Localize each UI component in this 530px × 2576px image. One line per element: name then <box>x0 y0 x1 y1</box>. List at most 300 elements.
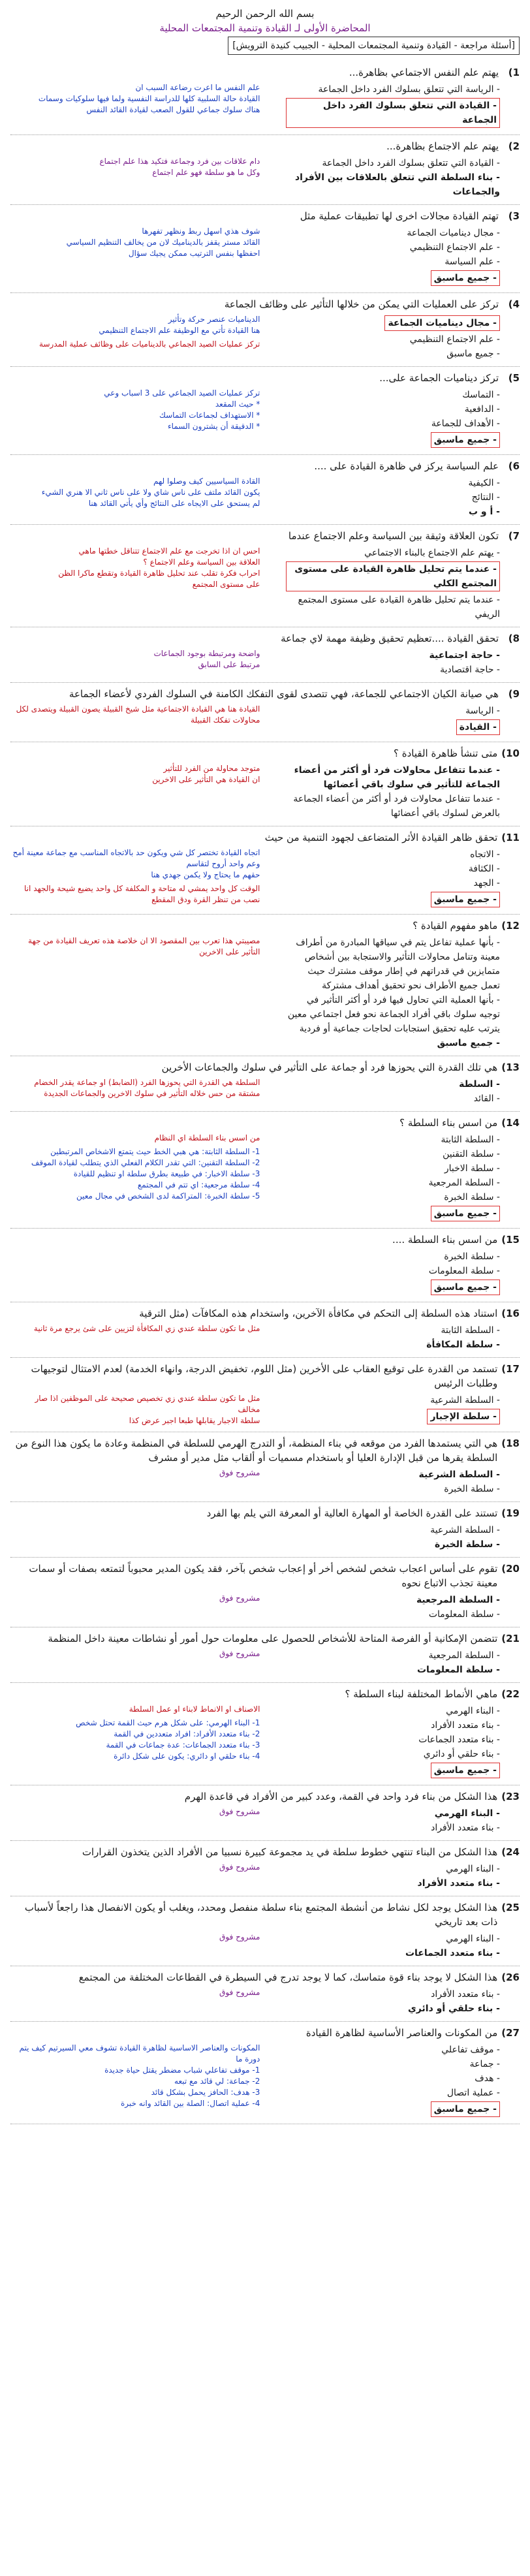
annotation-notes <box>10 223 279 259</box>
options-list <box>286 546 520 621</box>
question-text: هذا الشكل من البناء تنتهي خطوط سلطة في يد مجموعة كبيرة نسبيا من الأفراد الذين يتخذون القرارات <box>82 1846 498 1858</box>
question-number: 3) <box>508 210 520 222</box>
correct-option: - عندما تتفاعل محاولات فرد أو أكثر من أعضاء الجماعة للتأثير في سلوك باقي أعضائها <box>286 763 500 792</box>
handwritten-note <box>10 648 279 670</box>
annotation-notes <box>10 311 279 350</box>
question-item <box>10 1683 520 1785</box>
correct-option: - القيادة <box>456 719 500 735</box>
note-line: من اسس بناء السلطة اي النظام <box>154 1133 260 1142</box>
question-number: 16) <box>501 1308 520 1319</box>
question-item <box>10 455 520 525</box>
answer-option: - الرياسة التي تتعلق بسلوك الفرد داخل الجماعة <box>286 82 500 97</box>
correct-option: - السلطة <box>286 1077 500 1092</box>
answer-option: - بأنها عملية تفاعل يتم في سياقها المبادرة من أطراف معينة وتنامل محاولات التأثير والاستجابة بين أشخاص متمايزين في قدراتهم في إطار موقف مشترك حيث تعمل جميع الأطراف نحو تحقيق أهداف مشتركة <box>286 935 500 993</box>
question-text: تستند على القدرة الخاصة أو المهارة العالية أو المعرفة التي يلم بها الفرد <box>206 1507 498 1519</box>
question-head <box>10 1506 520 1520</box>
handwritten-note <box>10 847 279 881</box>
note-line: مشروح فوق <box>219 1807 260 1816</box>
correct-option: - السلطة المرجعية <box>286 1593 500 1607</box>
question-item <box>10 367 520 455</box>
annotation-notes <box>10 543 279 590</box>
note-line: اتجاه القيادة تختصر كل شي ويكون حد بالاتجاه المناسب مع جماعة معينة أمح وعم واحد أروح لتقاسم <box>12 848 260 868</box>
note-line: * حيث المقعد <box>215 400 260 409</box>
answer-option: - الأهداف للجماعة <box>286 416 500 431</box>
answer-option: - القيادة التي تتعلق بسلوك الفرد داخل الجماعة <box>286 156 500 170</box>
question-body <box>10 761 520 821</box>
question-number: 15) <box>501 1234 520 1246</box>
options-list <box>286 935 520 1050</box>
note-line: دام علاقات بين فرد وجماعة فتكيد هذا علم اجتماع <box>99 157 260 166</box>
answer-option: - الرياسة <box>286 704 500 718</box>
annotation-notes <box>10 1646 279 1659</box>
question-head <box>10 297 520 311</box>
answer-option: - هدف <box>286 2071 500 2086</box>
note-line: علم النفس ما اعرت رضاعة السبب ان <box>135 83 260 92</box>
options-list <box>286 847 520 909</box>
question-number: 4) <box>508 298 520 310</box>
handwritten-note <box>10 82 279 116</box>
note-line: هنا القيادة تأتي مع الوظيفة علم الاجتماع التنظيمي <box>99 326 260 335</box>
note-line: واضحة ومرتبطة بوجود الجماعات <box>153 649 260 658</box>
note-line: مثل ما تكون سلطة عندي زي تخصيص صحيحة على الموظفين اذا صار مخالف <box>35 1394 260 1414</box>
answer-option: - الجهد <box>286 876 500 890</box>
question-body <box>10 1520 520 1552</box>
options-list <box>286 1862 520 1891</box>
note-line: المكونات والعناصر الاساسية لظاهرة القيادة تشوف معي السيرتيم كيف يتم دورة ما <box>19 2043 260 2064</box>
question-body <box>10 1929 520 1960</box>
answer-option: - سلطة الخبرة <box>286 1482 500 1496</box>
correct-option: - سلطة الإجبار <box>427 1409 500 1424</box>
question-text: تركز ديناميات الجماعة على... <box>379 372 499 384</box>
annotation-notes <box>10 153 279 178</box>
handwritten-note <box>10 1932 279 1943</box>
correct-option: - جميع ماسبق <box>431 432 500 448</box>
question-text: هي تلك القدرة التي يحوزها فرد أو جماعة على التأثير في سلوك والجماعات الأخرين <box>161 1061 498 1073</box>
answer-option: - السلطة الثابتة <box>286 1323 500 1338</box>
note-line: العلاقة بين السياسة وعلم الاجتماع ؟ <box>143 558 260 567</box>
note-line: هناك سلوك جماعي للقول الصعب لقيادة القائد النفس <box>86 105 260 114</box>
question-item <box>10 1627 520 1683</box>
question-text: استناد هذه السلطة إلى التحكم في مكافأة الآخرين، واستخدام هذه المكافآت (مثل الترقية <box>139 1308 498 1319</box>
question-item <box>10 742 520 826</box>
question-head <box>10 65 520 80</box>
answer-option: - السلطة الثابتة <box>286 1133 500 1147</box>
note-line: سلطة الاجبار يقابلها طبعا اجبر عرض كذا <box>129 1416 260 1425</box>
question-item <box>10 525 520 627</box>
question-text: ماهي الأنماط المختلفة لبناء السلطة ؟ <box>345 1688 498 1700</box>
question-body <box>10 543 520 621</box>
correct-option: - بناء السلطة التي تتعلق بالعلاقات بين الأفراد والجماعات <box>286 170 500 199</box>
options-list <box>286 226 520 287</box>
correct-option: - جميع ماسبق <box>431 1206 500 1221</box>
note-line: 4- سلطة مرجعية: اي تتم في المجتمع <box>137 1180 260 1189</box>
answer-option: - الكثافة <box>286 862 500 876</box>
note-line: مصيبتي هذا تعرب بين المقصود الا ان خلاصة هذه تعريف القيادة من جهة التأثير على الاخرين <box>28 936 260 956</box>
correct-option: - البناء الهرمي <box>286 1806 500 1821</box>
answer-option: - سلطة المعلومات <box>286 1607 500 1622</box>
note-line: احراب فكرة تقلب عند تحليل ظاهرة القيادة وتقطع ماكرا الظن <box>58 569 260 578</box>
annotation-notes <box>10 701 279 726</box>
annotation-notes <box>10 1590 279 1604</box>
options-list <box>286 1133 520 1223</box>
correct-option: - جميع ماسبق <box>431 2101 500 2117</box>
subtitle: [أسئلة مراجعة - القيادة وتنمية المجتمعات المحلية - الجبيب كنيدة الترويش] <box>228 37 520 55</box>
answer-option: - الاتجاه <box>286 847 500 862</box>
question-item <box>10 205 520 293</box>
handwritten-note <box>10 1468 279 1479</box>
annotation-notes <box>10 1465 279 1479</box>
question-item <box>10 1966 520 2022</box>
question-body <box>10 1390 520 1426</box>
question-item <box>10 135 520 205</box>
correct-option: - أ و ب <box>286 505 500 519</box>
question-head <box>10 687 520 701</box>
question-head <box>10 1233 520 1247</box>
subtitle-wrap <box>10 35 520 61</box>
question-item <box>10 1896 520 1966</box>
handwritten-note <box>10 1133 279 1144</box>
note-line: السلطة هي القدرة التي يحوزها الفرد (الضابط) او جماعة يقدر الخضام مشتقة من حس خلاله التأثير في سلوك الاخرين والجماعات الجديدة <box>34 1078 260 1098</box>
options-list <box>286 82 520 129</box>
question-head <box>10 1687 520 1701</box>
question-body <box>10 385 520 449</box>
annotation-notes <box>10 1390 279 1426</box>
options-list <box>286 1648 520 1677</box>
options-list <box>286 648 520 677</box>
annotation-notes <box>10 1804 279 1817</box>
correct-option: - جميع ماسبق <box>286 1036 500 1050</box>
question-number: 7) <box>508 530 520 542</box>
question-text: تركز على العمليات التي يمكن من خلالها التأثير على وظائف الجماعة <box>224 298 499 310</box>
question-body <box>10 845 520 909</box>
question-number: 17) <box>501 1363 520 1375</box>
answer-option: - عندما يتم تحليل ظاهرة القيادة على مستوى المجتمع الريفي <box>286 593 500 621</box>
handwritten-note <box>10 1718 279 1762</box>
question-head <box>10 371 520 385</box>
note-line: احس ان اذا تخرجت مع علم الاجتماع تتناقل خطتها ماهي <box>78 546 260 556</box>
note-line: الاصناف او الانماط لابناء او عمل السلطة <box>129 1704 260 1714</box>
note-line: الوقت كل واحد يمشي له متاحة و المكلفة كل واحد يضيع شيحة والجهد انا نصب من تنظر القرة ودق المقطع <box>24 884 260 904</box>
annotation-notes <box>10 80 279 116</box>
options-list <box>286 1323 520 1352</box>
question-head <box>10 1900 520 1929</box>
note-line: 1- البناء الهرمي: على شكل هرم حيث القمة تحتل شخص <box>76 1718 260 1727</box>
question-text: هي التي يستمدها الفرد من موقعه في بناء المنظمة، أو التدرج الهرمي للسلطة في المنظمة وعادة ما يكون هذا النوع من السلطة يقرها من قبل الإدارة العليا أو باستخدام مسميات أو ألقاب مثل مدير أو مشرف <box>15 1437 498 1464</box>
correct-option: - حاجة اجتماعية <box>286 648 500 663</box>
note-line: مشروح فوق <box>219 1468 260 1477</box>
question-head <box>10 1060 520 1075</box>
note-line: 3- بناء متعدد الجماعات: عدة جماعات في القمة <box>106 1740 260 1750</box>
question-number: 27) <box>501 2027 520 2039</box>
answer-option: - عندما تتفاعل محاولات فرد أو أكثر من أعضاء الجماعة بالعرض لسلوك باقي أعضائها <box>286 792 500 821</box>
handwritten-note <box>10 156 279 178</box>
answer-option: - علم الاجتماع التنظيمي <box>286 332 500 347</box>
question-body <box>10 1321 520 1352</box>
question-head <box>10 1436 520 1465</box>
question-text: تستمد من القدرة على توقيع العقاب على الأخرين (مثل اللوم، تخفيض الدرجة، وانهاء الخدمة) لعدم الامتثال لتوجيهات وطلبات الرئيس <box>31 1363 498 1389</box>
note-line: * الدقيقة أن يشترون السماء <box>168 422 260 431</box>
answer-option: - البناء الهرمي <box>286 1704 500 1718</box>
note-line: مرتبط على السابق <box>198 660 260 669</box>
handwritten-note <box>10 704 279 726</box>
question-text: تحقق القيادة ....تعظيم تحقيق وظيفة مهمة لاي جماعة <box>281 633 499 644</box>
annotation-notes <box>10 933 279 958</box>
note-line: مشروح فوق <box>219 1862 260 1872</box>
question-text: من اسس بناء السلطة ؟ <box>399 1117 498 1129</box>
note-line: مشروح فوق <box>219 1649 260 1658</box>
question-body <box>10 1465 520 1496</box>
handwritten-note <box>10 2043 279 2109</box>
note-line: 3- سلطة الاخبار: في طبيعة بطرق سلطة او تنظيم للقيادة <box>73 1169 260 1178</box>
correct-option: - بناء متعدد الجماعات <box>286 1946 500 1960</box>
answer-option: - عملية اتصال <box>286 2086 500 2100</box>
correct-option: - جميع ماسبق <box>431 270 500 286</box>
answer-option: - الكيفية <box>286 476 500 490</box>
handwritten-note <box>10 1077 279 1099</box>
options-list <box>286 1932 520 1960</box>
question-body <box>10 1985 520 2016</box>
note-line: 1- موقف تفاعلي شباب مضطر يقتل حياة جديدة <box>104 2066 260 2075</box>
answer-option: - بناء متعدد الأفراد <box>286 1718 500 1733</box>
question-number: 10) <box>501 747 520 759</box>
question-item <box>10 627 520 683</box>
question-head <box>10 1562 520 1590</box>
question-head <box>10 1116 520 1130</box>
options-list <box>286 2043 520 2118</box>
handwritten-note <box>10 1648 279 1659</box>
question-body <box>10 701 520 736</box>
note-line: حقهم ما يحتاج ولا يكمن جهدي هنا <box>151 870 260 879</box>
annotation-notes <box>10 761 279 785</box>
question-item <box>10 1302 520 1358</box>
question-item <box>10 1558 520 1627</box>
question-number: 22) <box>501 1688 520 1700</box>
note-line: لم يستحق على الايجاه على النتائج وأي يأتي القائد هنا <box>88 499 260 508</box>
answer-option: - التماسك <box>286 388 500 402</box>
question-number: 26) <box>501 1971 520 1983</box>
question-text: تقوم على أساس اعجاب شخص لشخص أخر أو إعجاب شخص بآخر، فقد يكون المدير محبوباً لتمتعه بصفات أو سمات معينة تجذب الاتباع نحوه <box>29 1563 498 1589</box>
answer-option: - حاجة اقتصادية <box>286 663 500 677</box>
handwritten-note <box>10 1987 279 1998</box>
question-number: 25) <box>501 1902 520 1913</box>
question-head <box>10 1362 520 1390</box>
options-list <box>286 388 520 449</box>
question-number: 18) <box>501 1437 520 1449</box>
question-item <box>10 1432 520 1502</box>
question-number: 12) <box>501 920 520 932</box>
annotation-notes <box>10 473 279 509</box>
question-text: هذا الشكل يوجد لكل نشاط من أنشطة المجتمع بناء سلطة منفصل ومحدد، ويغلب أو يكون الانفصال هذا راجعاً لأسباب ذات بعد تاريخي <box>24 1902 498 1928</box>
annotation-notes <box>10 1701 279 1762</box>
options-list <box>286 476 520 519</box>
question-number: 2) <box>508 140 520 152</box>
note-line: القيادة حالة السلبية كلها للدراسة النفسية ولما فيها سلوكيات وسمات <box>38 94 260 103</box>
question-number: 5) <box>508 372 520 384</box>
answer-option: - سلطة التقنين <box>286 1147 500 1161</box>
handwritten-note <box>10 339 279 350</box>
question-item <box>10 61 520 135</box>
lecture-title: المحاضرة الأولى لـ القيادة وتنمية المجتمعات المحلية <box>159 22 371 34</box>
handwritten-note <box>10 1146 279 1202</box>
question-number: 9) <box>508 688 520 700</box>
answer-option: - بناء متعدد الأفراد <box>286 1987 500 2002</box>
question-body <box>10 1247 520 1296</box>
correct-option: - سلطة المكافأة <box>286 1338 500 1352</box>
question-text: تتضمن الإمكانية أو الفرصة المتاحة للأشخاص للحصول على معلومات حول أمور أو نشاطات معينة داخل المنظمة <box>48 1633 498 1644</box>
options-list <box>286 1987 520 2016</box>
note-line: على مستوى المجتمع <box>192 580 260 589</box>
handwritten-note <box>10 1806 279 1817</box>
question-number: 8) <box>508 633 520 644</box>
correct-option: - سلطة المعلومات <box>286 1663 500 1677</box>
answer-option: - السلطة الشرعية <box>286 1393 500 1407</box>
question-text: من المكونات والعناصر الأساسية لظاهرة القيادة <box>305 2027 498 2039</box>
question-head <box>10 529 520 543</box>
question-text: هذا الشكل لا يوجد بناء قوة متماسك، كما لا يوجد تدرج في السيطرة في القطاعات المختلفة من المجتمع <box>78 1971 498 1983</box>
question-number: 1) <box>508 67 520 78</box>
note-line: * الاستهداف لجماعات التماسك <box>159 411 260 420</box>
options-list <box>286 1523 520 1552</box>
annotation-notes <box>10 1321 279 1334</box>
question-body <box>10 933 520 1050</box>
answer-option: - سلطة الخبرة <box>286 1249 500 1264</box>
question-body <box>10 2040 520 2118</box>
question-text: متى تنشأ ظاهرة القيادة ؟ <box>394 747 498 759</box>
options-list <box>286 1077 520 1106</box>
correct-option: - سلطة الخبرة <box>286 1537 500 1552</box>
annotation-notes <box>10 1985 279 1998</box>
note-line: تركز عمليات الصيد الجماعي على 3 اسباب وعي <box>104 388 260 398</box>
question-head <box>10 1306 520 1321</box>
question-body <box>10 1701 520 1780</box>
correct-option: - جميع ماسبق <box>431 1280 500 1295</box>
annotation-notes <box>10 385 279 432</box>
annotation-notes <box>10 646 279 670</box>
note-line: القادة السياسيين كيف وصلوا لهم <box>153 477 260 486</box>
answer-option: - سلطة المعلومات <box>286 1264 500 1278</box>
question-number: 21) <box>501 1633 520 1644</box>
correct-option: - بناء متعدد الأفراد <box>286 1876 500 1891</box>
question-body <box>10 153 520 199</box>
answer-option: - مجال ديناميات الجماعة <box>286 226 500 240</box>
note-line: 2- جماعة: لي قائد مع تبعه <box>174 2077 260 2086</box>
note-line: يكون القائد ملتف على ناس شاي ولا على ناس ثاني الا هنري الشيء <box>41 488 260 497</box>
question-head <box>10 459 520 473</box>
answer-option: - بناء حلقي أو دائري <box>286 1747 500 1761</box>
question-item <box>10 2022 520 2124</box>
options-list <box>286 1393 520 1426</box>
handwritten-note <box>10 476 279 509</box>
question-item <box>10 1502 520 1558</box>
handwritten-note <box>10 314 279 336</box>
question-item <box>10 826 520 915</box>
answer-option: - سلطة الاخبار <box>286 1161 500 1176</box>
handwritten-note <box>10 546 279 590</box>
answer-option: - يهتم علم الاجتماع بالبناء الاجتماعي <box>286 546 500 560</box>
annotation-notes <box>10 1929 279 1943</box>
question-head <box>10 1845 520 1859</box>
annotation-notes <box>10 1859 279 1873</box>
annotation-notes <box>10 1075 279 1099</box>
note-line: متوجد محاولة من الفرد للتأثير <box>163 764 260 773</box>
question-number: 11) <box>501 832 520 843</box>
question-item <box>10 1785 520 1841</box>
annotation-notes <box>10 2040 279 2109</box>
note-line: 4- عملية اتصال: الصلة بين القائد وانه خبرة <box>121 2099 260 2108</box>
options-list <box>286 1806 520 1835</box>
options-list <box>286 1593 520 1622</box>
options-list <box>286 1468 520 1496</box>
answer-option: - علم الاجتماع التنظيمي <box>286 240 500 255</box>
question-head <box>10 139 520 153</box>
question-body <box>10 1804 520 1835</box>
question-body <box>10 646 520 677</box>
question-number: 6) <box>508 460 520 472</box>
question-item <box>10 1358 520 1432</box>
correct-option: - جميع ماسبق <box>431 892 500 907</box>
question-head <box>10 631 520 646</box>
handwritten-note <box>10 226 279 259</box>
question-item <box>10 915 520 1056</box>
answer-option: - السلطة المرجعية <box>286 1648 500 1663</box>
correct-option: - جميع ماسبق <box>431 1763 500 1778</box>
options-list <box>286 1249 520 1296</box>
question-head <box>10 919 520 933</box>
note-line: مشروح فوق <box>219 1932 260 1941</box>
answer-option: - بناء متعدد الأفراد <box>286 1821 500 1835</box>
question-text: يهتم علم الاجتماع بظاهرة... <box>386 140 499 152</box>
handwritten-note <box>10 1593 279 1604</box>
handwritten-note <box>10 1323 279 1334</box>
handwritten-note <box>10 1393 279 1426</box>
options-list <box>286 1704 520 1780</box>
answer-option: - جميع ماسبق <box>286 347 500 361</box>
annotation-notes <box>10 845 279 905</box>
note-line: 5- سلطة الخبرة: المتراكمة لدى الشخص في مجال معين <box>76 1191 260 1201</box>
handwritten-note <box>10 1862 279 1873</box>
question-text: يهتم علم النفس الاجتماعي بظاهرة... <box>349 67 499 78</box>
answer-option: - النتائج <box>286 490 500 505</box>
answer-option: - بأنها العملية التي تحاول فيها فرد أو أكثر التأثير في توجيه سلوك باقي أفراد الجماعة نحو فعل اجتماعي معين يترتب عليه تحقيق استجابات لحاجات جماعية أو فردية <box>286 993 500 1036</box>
note-line: 1- السلطة الثابتة: هي هبي الخط حيث يتمتع الاشخاص المرتبطين <box>50 1147 260 1156</box>
correct-option: - بناء حلقي أو دائري <box>286 2002 500 2016</box>
options-list <box>286 156 520 199</box>
question-number: 14) <box>501 1117 520 1129</box>
answer-option: - البناء الهرمي <box>286 1932 500 1946</box>
question-head <box>10 2026 520 2040</box>
question-head <box>10 1631 520 1646</box>
answer-option: - جماعة <box>286 2057 500 2071</box>
note-line: الديناميات عنصر حركة وتأثير <box>168 315 260 324</box>
question-number: 20) <box>501 1563 520 1575</box>
note-line: احفظها بنفس الترتيب ممكن يجيك سؤال <box>128 249 260 258</box>
question-body <box>10 1859 520 1891</box>
question-item <box>10 1841 520 1896</box>
question-head <box>10 1789 520 1804</box>
question-number: 13) <box>501 1061 520 1073</box>
question-number: 23) <box>501 1791 520 1802</box>
note-line: مشروح فوق <box>219 1988 260 1997</box>
question-text: هي صيانة الكيان الاجتماعي للجماعة، فهي تتصدى لقوى التفكك الكامنة في السلوك الفردي لأعضاء الجماعة <box>69 688 499 700</box>
question-item <box>10 1056 520 1112</box>
options-list <box>286 763 520 821</box>
answer-option: - القائد <box>286 1092 500 1106</box>
question-text: تحقق ظاهر القيادة الأثر المتضاعف لجهود التنمية من حيث <box>264 832 498 843</box>
note-line: شوف هذي اسهل ربط ونظهر تفهرها <box>142 227 260 236</box>
answer-option: - علم السياسة <box>286 255 500 269</box>
question-body <box>10 1130 520 1223</box>
question-body <box>10 80 520 129</box>
